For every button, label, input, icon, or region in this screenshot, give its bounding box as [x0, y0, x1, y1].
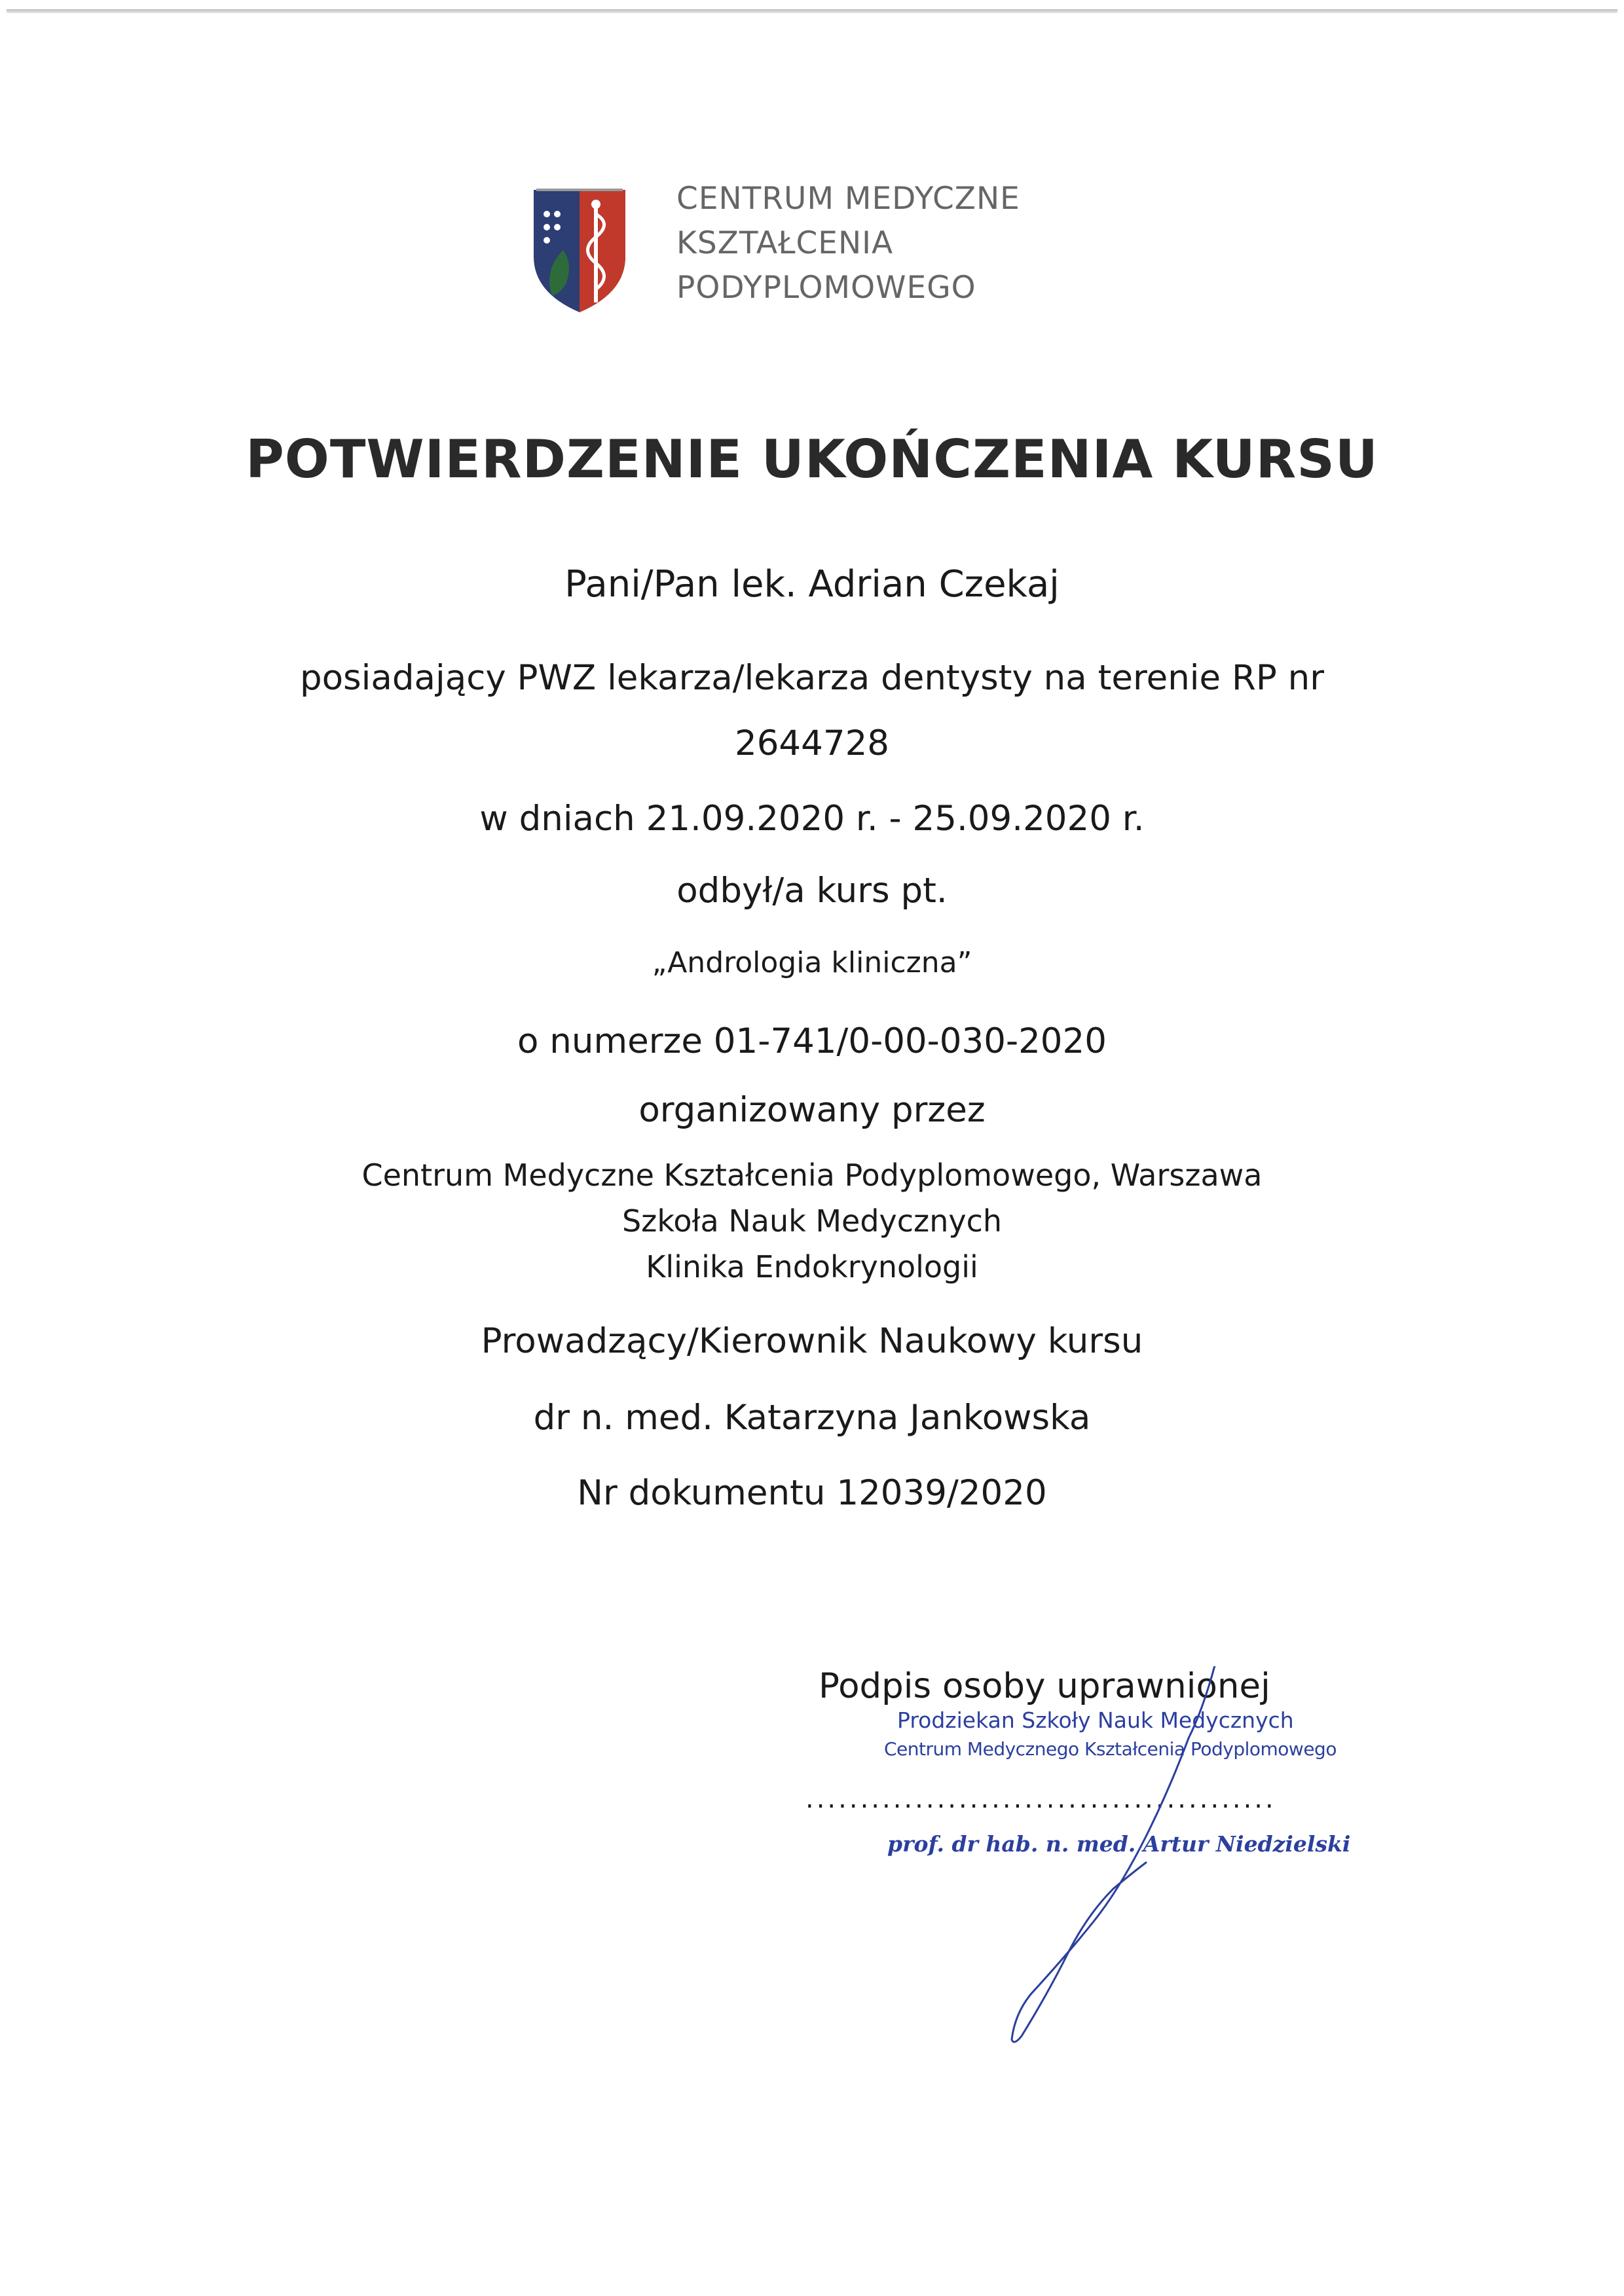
organizer-label: organizowany przez [638, 1090, 986, 1130]
org-name-line: CENTRUM MEDYCZNE [676, 181, 1020, 217]
signature-block [805, 1666, 1351, 2059]
lead-label: Prowadzący/Kierownik Naukowy kursu [481, 1321, 1143, 1361]
document-number: Nr dokumentu 12039/2020 [577, 1473, 1047, 1513]
lead-name: dr n. med. Katarzyna Jankowska [533, 1398, 1091, 1438]
signer-name: prof. dr hab. n. med. Artur Niedzielski [887, 1831, 1351, 1857]
scan-edge [7, 9, 1617, 13]
handwritten-signature [805, 1666, 1329, 2059]
org-name-line: KSZTAŁCENIA [676, 225, 894, 261]
signature-label: Podpis osoby uprawnionej [819, 1666, 1270, 1706]
org-name [676, 177, 1020, 310]
pwz-number: 2644728 [734, 723, 890, 763]
completed-line: odbył/a kurs pt. [676, 871, 948, 911]
pwz-line: posiadający PWZ lekarza/lekarza dentysty na terenie RP nr [299, 658, 1325, 698]
organizer-line: Centrum Medyczne Kształcenia Podyplomowego, Warszawa [361, 1157, 1263, 1193]
crest-aesculapius-icon [527, 185, 632, 316]
signature-dots: ........................................... [805, 1784, 1276, 1814]
recipient-line: Pani/Pan lek. Adrian Czekaj [564, 563, 1060, 606]
course-number-line: o numerze 01-741/0-00-030-2020 [517, 1021, 1107, 1061]
organizer-line: Klinika Endokrynologii [646, 1249, 978, 1285]
stamp-line: Prodziekan Szkoły Nauk Medycznych [897, 1707, 1294, 1733]
document-title: POTWIERDZENIE UKOŃCZENIA KURSU [246, 429, 1378, 490]
stamp-line: Centrum Medycznego Kształcenia Podyplomowego [884, 1738, 1337, 1760]
org-name-line: PODYPLOMOWEGO [676, 270, 976, 306]
header [527, 177, 1116, 334]
organizer-line: Szkoła Nauk Medycznych [621, 1203, 1003, 1239]
course-title: „Andrologia kliniczna” [652, 946, 972, 979]
dates-line: w dniach 21.09.2020 r. - 25.09.2020 r. [479, 799, 1145, 839]
